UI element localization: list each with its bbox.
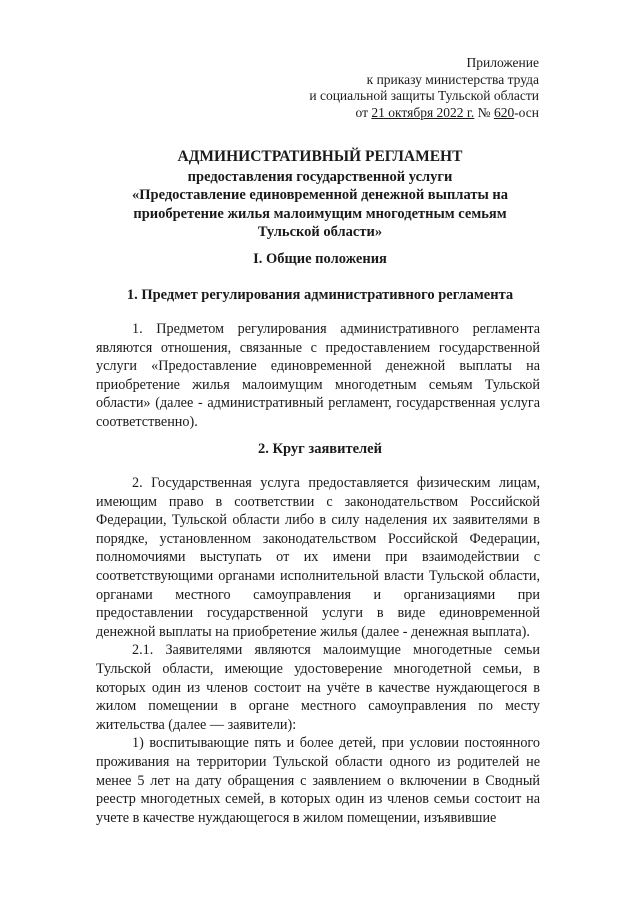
appendix-line-4 <box>309 105 539 122</box>
title-line-4: приобретение жилья малоимущим многодетным семьям <box>133 205 507 222</box>
title-line-3: «Предоставление единовременной денежной выплаты на <box>132 187 508 203</box>
section-heading-general: I. Общие положения <box>253 251 387 267</box>
appendix-header <box>309 55 539 121</box>
paragraph-2: 2. Государственная услуга предоставляется физическим лицам, имеющим право в соответствии с законодательством Российской Федерации, Тульской области либо в силу наделения их заявителями в порядке, установленном законодательством Российской Федерации, полномочиями выступать от их имени при взаимодействии с соответствующими органами исполнительной власти Тульской области, органами местного самоуправления и организациями при предоставлении государственной услуги в виде единовременной денежной выплаты на приобретение жилья (далее - денежная выплата). <box>96 475 540 640</box>
subsection-heading-subject: 1. Предмет регулирования административного регламента <box>126 287 514 303</box>
title-line-5: Тульской области» <box>257 224 383 240</box>
paragraph-1: 1. Предметом регулирования административного регламента являются отношения, связанные с предоставлением государственной услуги «Предоставление единовременной денежной выплаты на приобретение жилья малоимущим многодетным семьям Тульской области» (далее - административный регламент, государственная услуга соответственно). <box>96 321 540 430</box>
document-title <box>90 148 550 242</box>
appendix-line-2: к приказу министерства труда <box>366 71 539 87</box>
paragraph-2-1-1: 1) воспитывающие пять и более детей, при условии постоянного проживания на территории Тульской области одного из родителей не менее 5 лет на дату обращения с заявлением о включении в Сводный реестр многодетных семей, в которых один из членов семьи состоит на учете в качестве нуждающегося в жилом помещении, изъявившие <box>96 735 540 826</box>
appendix-line-3: и социальной защиты Тульской области <box>309 88 539 103</box>
paragraph-2-1: 2.1. Заявителями являются малоимущие многодетные семьи Тульской области, имеющие удостоверение многодетной семьи, в которых один из членов состоит на учёте в качестве нуждающегося в жилом помещении в органе местного самоуправления по месту жительства (далее — заявители): <box>96 642 540 733</box>
subsection-2-body <box>96 474 540 827</box>
appendix-date: 21 октября 2022 г. <box>371 104 475 120</box>
appendix-number: 620 <box>493 104 515 120</box>
title-line-2: предоставления государственной услуги <box>187 168 453 185</box>
appendix-date-prefix: от <box>355 104 372 120</box>
title-line-1: АДМИНИСТРАТИВНЫЙ РЕГЛАМЕНТ <box>177 148 463 165</box>
subsection-heading-applicants: 2. Круг заявителей <box>258 441 382 457</box>
appendix-number-sign: № <box>474 104 494 120</box>
appendix-number-suffix: -осн <box>514 104 539 120</box>
appendix-line-1: Приложение <box>466 55 539 70</box>
subsection-1-body <box>96 320 540 432</box>
